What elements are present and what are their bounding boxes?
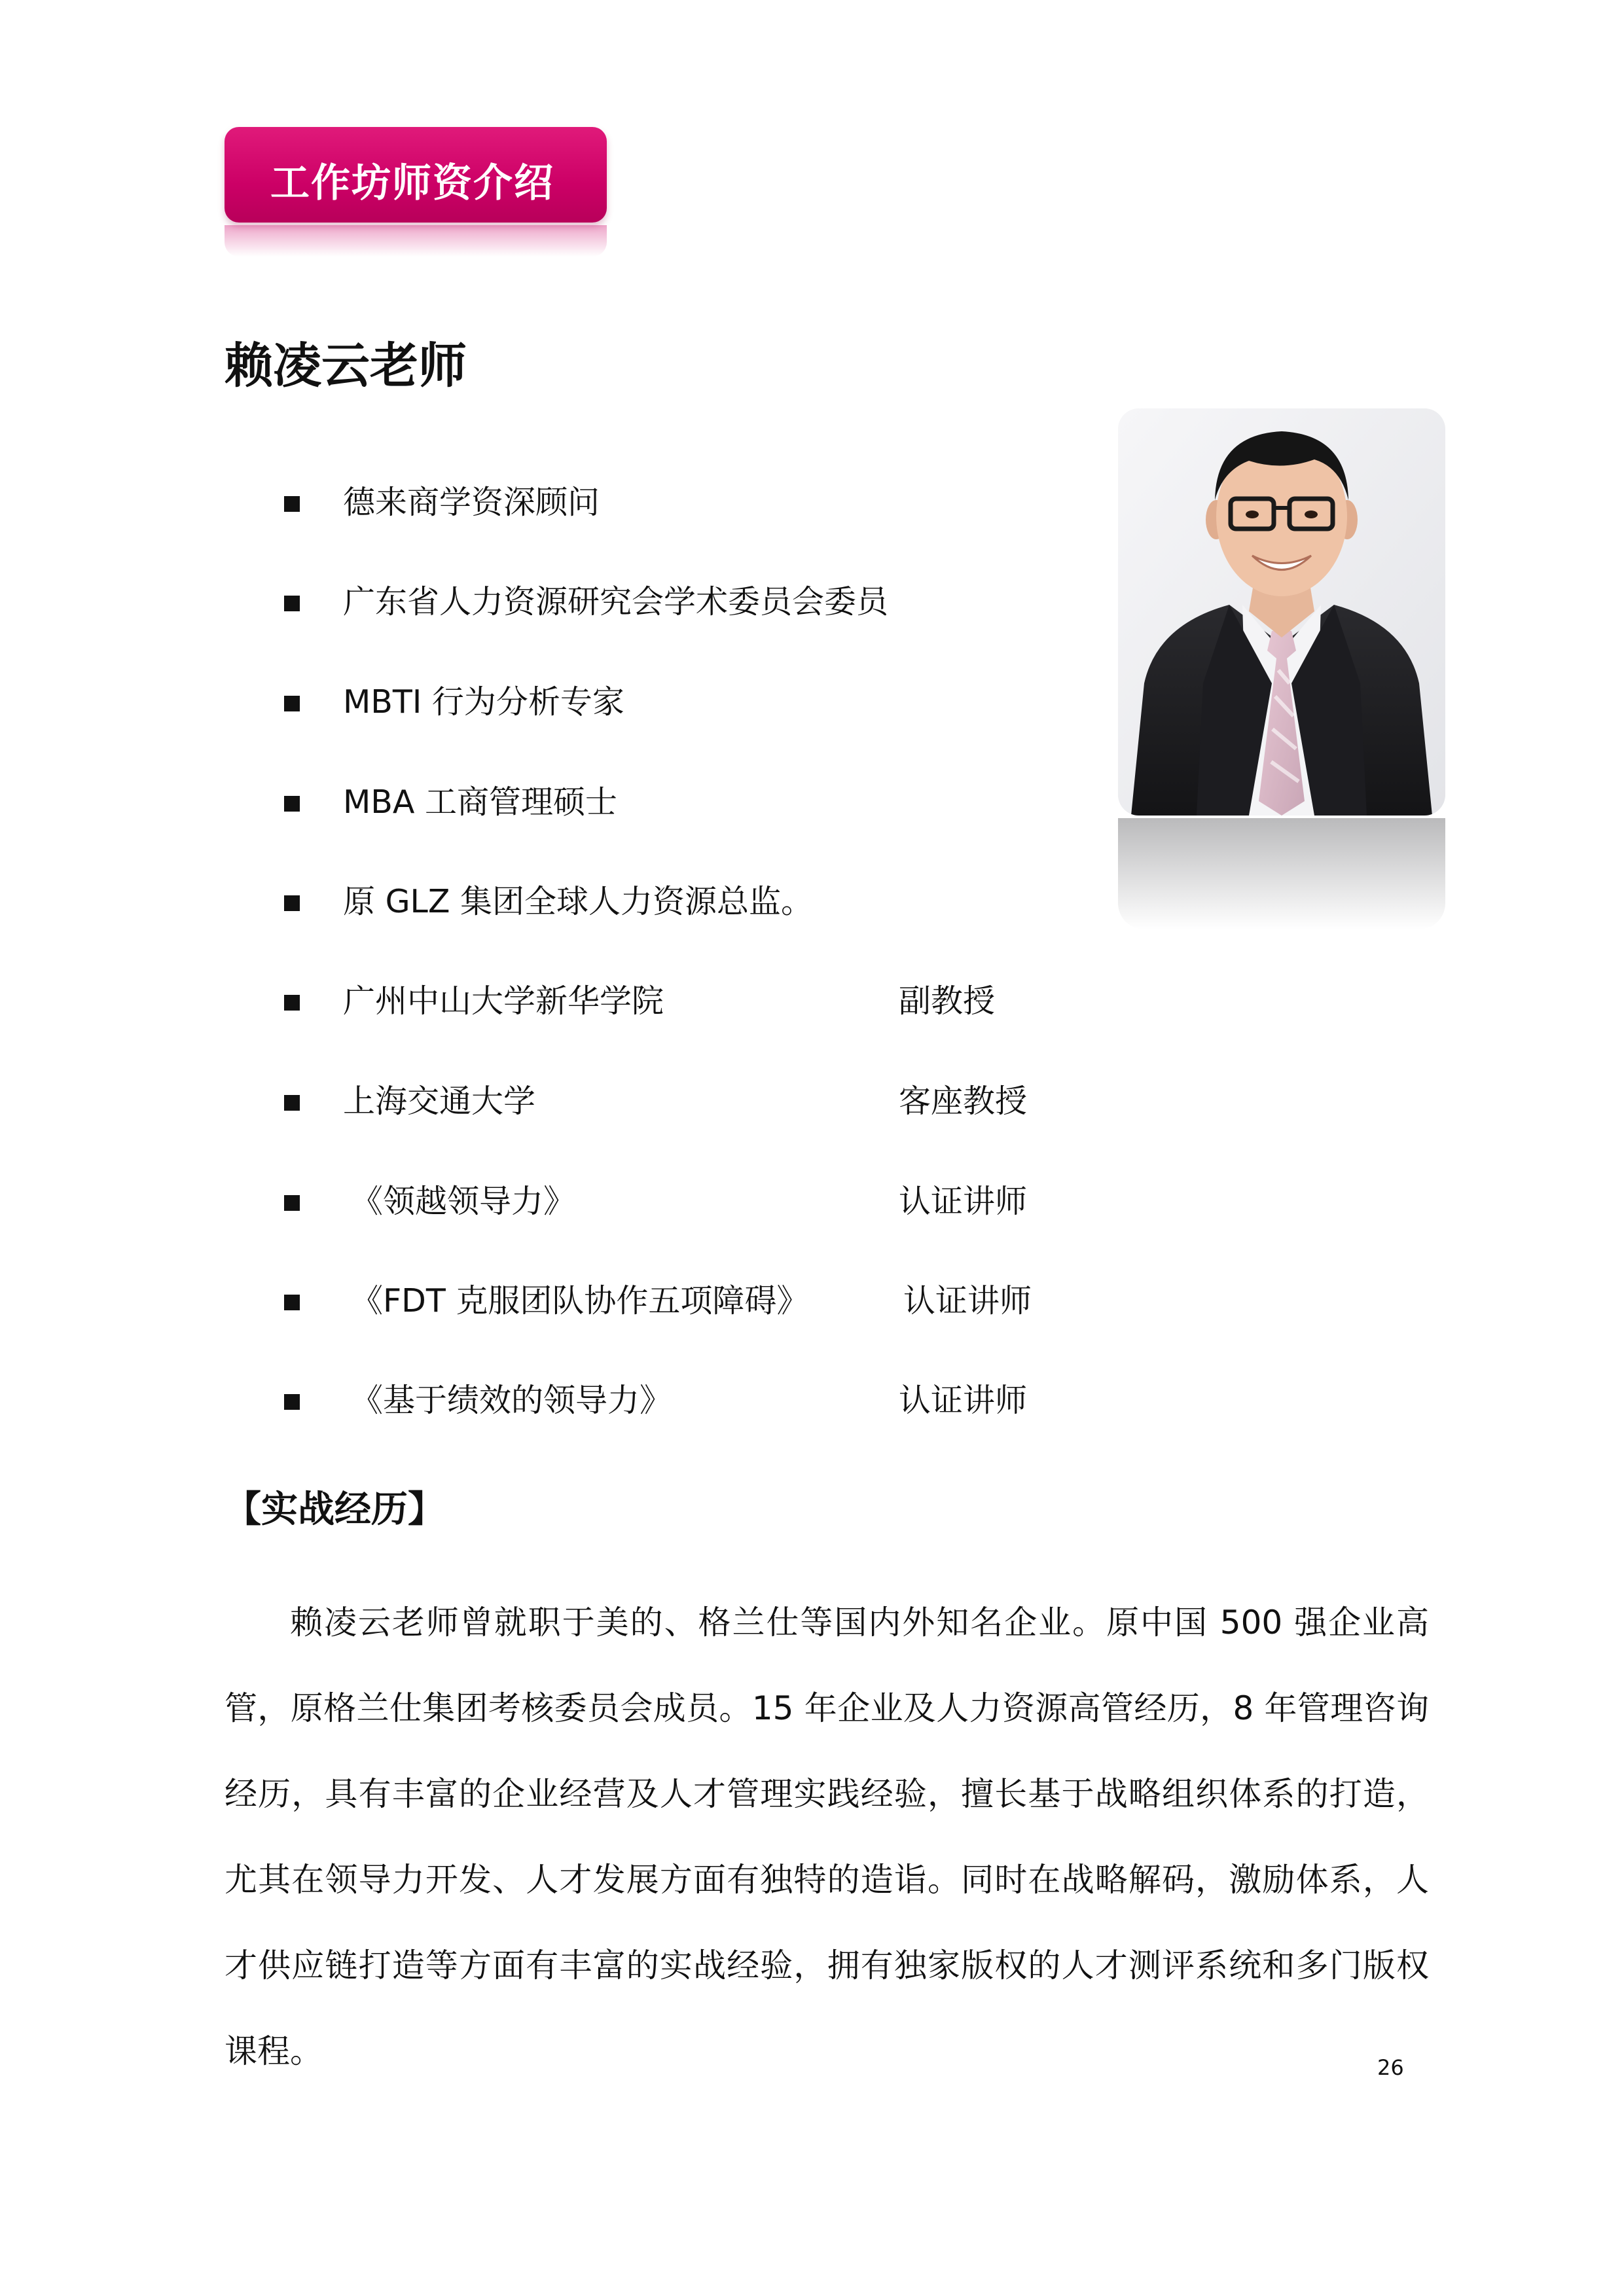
credential-title: 认证讲师 <box>903 1282 1032 1319</box>
credential-text: 上海交通大学 <box>343 1083 536 1120</box>
bullet-square-icon <box>284 1295 300 1310</box>
bullet-square-icon <box>284 1394 300 1410</box>
banner-title: 工作坊师资介绍 <box>270 160 554 206</box>
credential-text: 德来商学资深顾问 <box>343 484 600 521</box>
experience-paragraph: 赖凌云老师曾就职于美的、格兰仕等国内外知名企业。原中国 500 强企业高管，原格兰仕集团考核委员会成员。15 年企业及人力资源高管经历，8 年管理咨询经历，具有丰富的企业经营及人才管理实践经验，擅长基于战略组织体系的打造，尤其在领导力开发、人才发展方面有独特的造诣。同时在战略解码，激励体系，人才供应链打造等方面有丰富的实战经验，拥有独家版权的人才测评系统和多门版权课程。 <box>225 1604 1429 2070</box>
bullet-square-icon <box>284 895 300 911</box>
experience-heading: 【实战经历】 <box>225 1488 444 1531</box>
bullet-square-icon <box>284 596 300 611</box>
credential-text: 原 GLZ 集团全球人力资源总监。 <box>343 883 813 920</box>
banner-reflection <box>225 225 607 257</box>
bullet-square-icon <box>284 995 300 1011</box>
teacher-photo <box>1118 408 1445 816</box>
credential-title: 客座教授 <box>899 1083 1028 1120</box>
portrait-icon <box>1118 408 1445 816</box>
section-banner <box>225 127 607 223</box>
credential-text: 广东省人力资源研究会学术委员会委员 <box>343 583 889 620</box>
page-number: 26 <box>1377 2055 1404 2080</box>
bullet-square-icon <box>284 1195 300 1211</box>
credential-text: 广州中山大学新华学院 <box>343 982 664 1020</box>
teacher-name: 赖凌云老师 <box>225 338 467 394</box>
credential-title: 副教授 <box>899 982 996 1020</box>
credential-text: MBTI 行为分析专家 <box>343 683 624 721</box>
bullet-square-icon <box>284 1095 300 1111</box>
credential-text: 《基于绩效的领导力》 <box>351 1382 672 1419</box>
bullet-square-icon <box>284 696 300 711</box>
photo-reflection <box>1118 818 1445 929</box>
credential-text: 《FDT 克服团队协作五项障碍》 <box>351 1282 809 1319</box>
credential-title: 认证讲师 <box>899 1382 1028 1419</box>
bullet-square-icon <box>284 796 300 812</box>
credential-text: MBA 工商管理硕士 <box>343 783 617 821</box>
bullet-square-icon <box>284 496 300 512</box>
credential-text: 《领越领导力》 <box>351 1183 576 1220</box>
credential-title: 认证讲师 <box>899 1183 1028 1220</box>
